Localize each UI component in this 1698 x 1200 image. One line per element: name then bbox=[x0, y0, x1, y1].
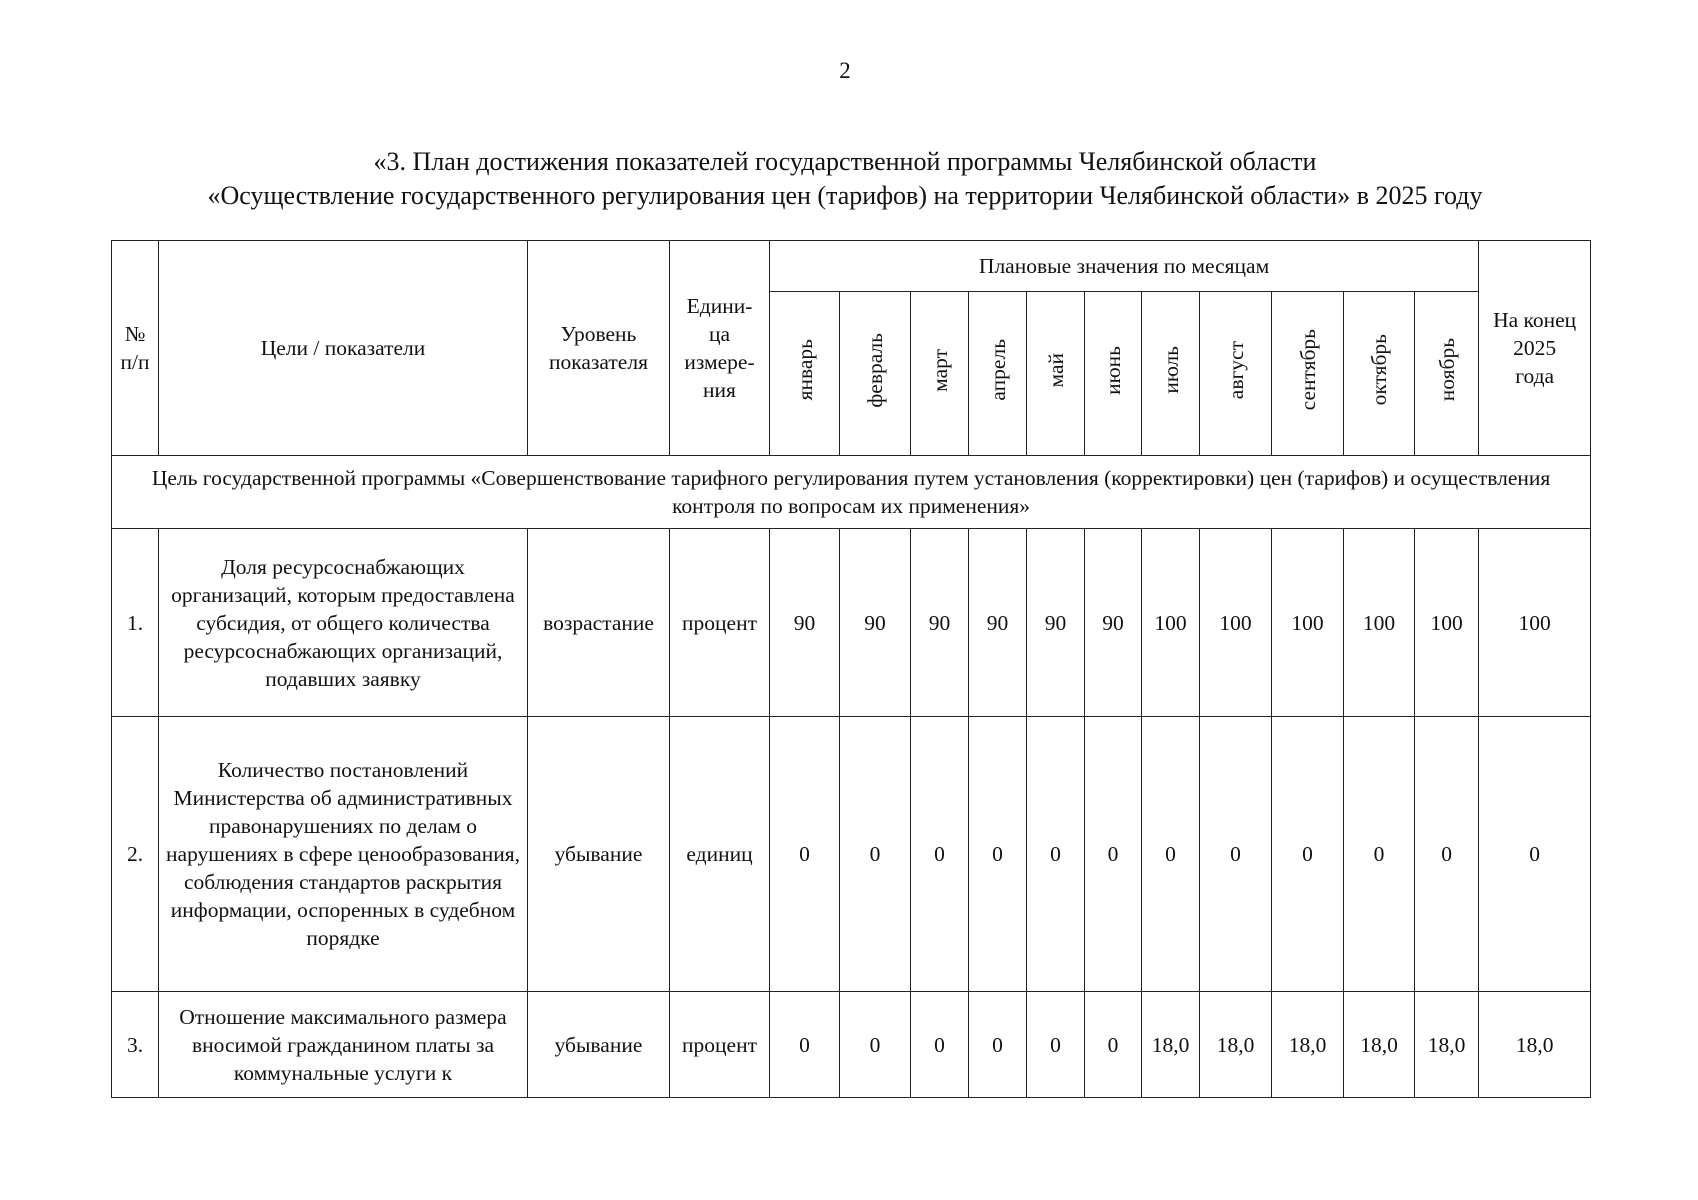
month-value: 90 bbox=[770, 529, 840, 717]
page-number: 2 bbox=[839, 58, 851, 83]
month-value: 90 bbox=[911, 529, 969, 717]
header-planned-by-month: Плановые значения по месяцам bbox=[770, 241, 1479, 292]
indicator-level: возрастание bbox=[528, 529, 670, 717]
month-value: 0 bbox=[911, 992, 969, 1098]
month-value: 0 bbox=[1027, 717, 1085, 992]
month-value: 0 bbox=[1027, 992, 1085, 1098]
indicator-level: убывание bbox=[528, 717, 670, 992]
month-value: 0 bbox=[969, 992, 1027, 1098]
indicator-unit: процент bbox=[670, 529, 770, 717]
month-value: 90 bbox=[969, 529, 1027, 717]
indicator-name: Отношение максимального размера вносимой гражданином платы за коммунальные услуги к bbox=[159, 992, 528, 1098]
indicator-name: Количество постановлений Министерства об административных правонарушениях по делам о нарушениях в сфере ценообразования, соблюдения стандартов раскрытия информации, оспоренных в судебном порядке bbox=[159, 717, 528, 992]
goal-row bbox=[112, 456, 1591, 529]
month-value: 0 bbox=[911, 717, 969, 992]
month-header: апрель bbox=[969, 292, 1027, 456]
month-header: май bbox=[1027, 292, 1085, 456]
month-value: 18,0 bbox=[1142, 992, 1200, 1098]
header-number: № п/п bbox=[112, 241, 159, 456]
month-value: 90 bbox=[1085, 529, 1142, 717]
month-value: 18,0 bbox=[1344, 992, 1415, 1098]
header-row-1 bbox=[112, 241, 1591, 292]
month-value: 0 bbox=[1085, 717, 1142, 992]
month-value: 100 bbox=[1142, 529, 1200, 717]
month-value: 100 bbox=[1344, 529, 1415, 717]
month-value: 0 bbox=[770, 992, 840, 1098]
month-header: ноябрь bbox=[1415, 292, 1479, 456]
month-value: 0 bbox=[840, 717, 911, 992]
month-value: 18,0 bbox=[1200, 992, 1272, 1098]
table-row bbox=[112, 992, 1591, 1098]
month-header: июль bbox=[1142, 292, 1200, 456]
month-value: 100 bbox=[1415, 529, 1479, 717]
month-header: октябрь bbox=[1344, 292, 1415, 456]
month-value: 0 bbox=[770, 717, 840, 992]
month-value: 0 bbox=[1272, 717, 1344, 992]
indicator-name: Доля ресурсоснабжающих организаций, которым предоставлена субсидия, от общего количества ресурсоснабжающих организаций, подавших заявку bbox=[159, 529, 528, 717]
indicators-plan-table bbox=[111, 240, 1591, 1098]
month-header: сентябрь bbox=[1272, 292, 1344, 456]
end-of-year-value: 100 bbox=[1479, 529, 1591, 717]
row-number: 2. bbox=[112, 717, 159, 992]
end-of-year-value: 0 bbox=[1479, 717, 1591, 992]
header-end-of-year: На конец 2025 года bbox=[1479, 241, 1591, 456]
month-value: 0 bbox=[969, 717, 1027, 992]
month-value: 0 bbox=[1344, 717, 1415, 992]
month-value: 100 bbox=[1272, 529, 1344, 717]
header-goals: Цели / показатели bbox=[159, 241, 528, 456]
month-header: январь bbox=[770, 292, 840, 456]
indicator-level: убывание bbox=[528, 992, 670, 1098]
header-level: Уровень показателя bbox=[528, 241, 670, 456]
month-header: август bbox=[1200, 292, 1272, 456]
month-value: 18,0 bbox=[1272, 992, 1344, 1098]
month-value: 0 bbox=[1415, 717, 1479, 992]
month-header: март bbox=[911, 292, 969, 456]
month-value: 0 bbox=[840, 992, 911, 1098]
month-value: 0 bbox=[1200, 717, 1272, 992]
header-unit: Едини- ца измере- ния bbox=[670, 241, 770, 456]
title-line-2: «Осуществление государственного регулирования цен (тарифов) на территории Челябинской области» в 2025 году bbox=[207, 181, 1483, 210]
row-number: 1. bbox=[112, 529, 159, 717]
indicator-unit: процент bbox=[670, 992, 770, 1098]
end-of-year-value: 18,0 bbox=[1479, 992, 1591, 1098]
document-title bbox=[120, 145, 1570, 213]
row-number: 3. bbox=[112, 992, 159, 1098]
table-row bbox=[112, 529, 1591, 717]
month-value: 90 bbox=[1027, 529, 1085, 717]
month-value: 90 bbox=[840, 529, 911, 717]
month-header: июнь bbox=[1085, 292, 1142, 456]
month-header: февраль bbox=[840, 292, 911, 456]
month-value: 18,0 bbox=[1415, 992, 1479, 1098]
title-line-1: «3. План достижения показателей государственной программы Челябинской области bbox=[373, 147, 1317, 176]
month-value: 100 bbox=[1200, 529, 1272, 717]
program-goal-text: Цель государственной программы «Совершенствование тарифного регулирования путем установления (корректировки) цен (тарифов) и осуществления контроля по вопросам их применения» bbox=[112, 456, 1591, 529]
indicator-unit: единиц bbox=[670, 717, 770, 992]
month-value: 0 bbox=[1085, 992, 1142, 1098]
table-row bbox=[112, 717, 1591, 992]
month-value: 0 bbox=[1142, 717, 1200, 992]
